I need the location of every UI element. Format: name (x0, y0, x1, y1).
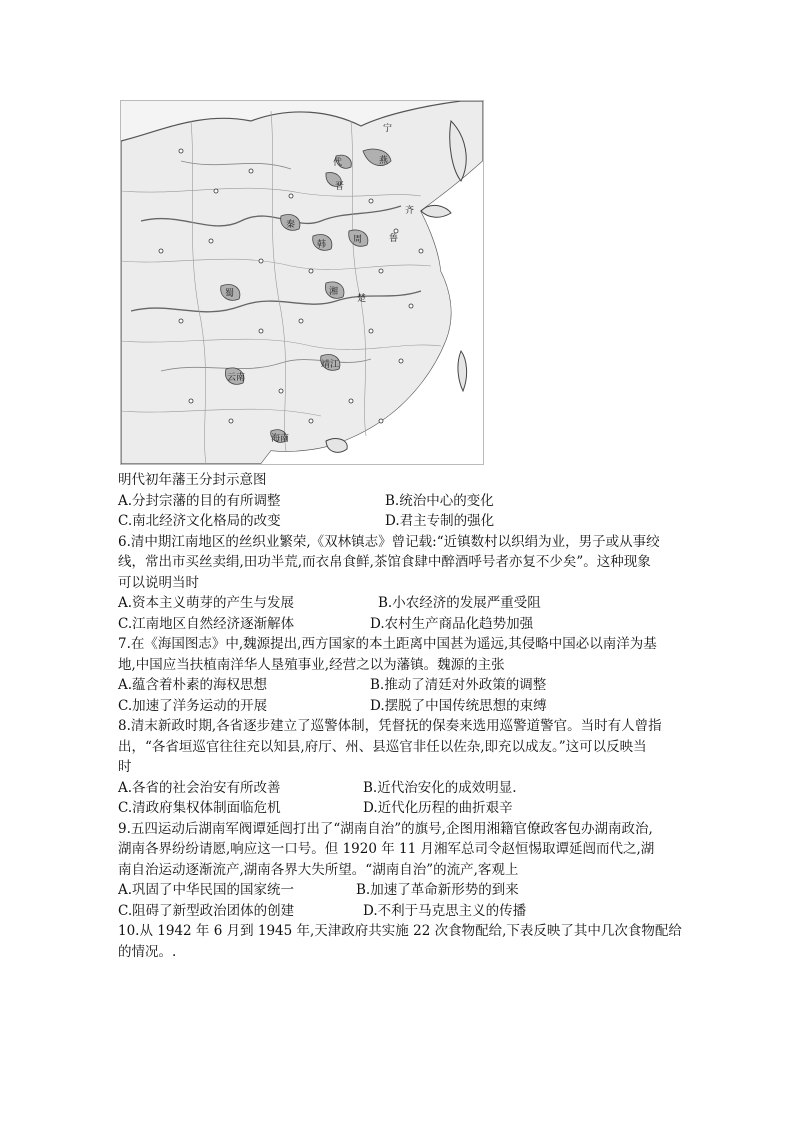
label-ning: 宁 (383, 124, 393, 134)
q9-option-c: C.阻碍了新型政治团体的创建 (118, 902, 295, 919)
q7-option-a: A.蕴含着朴素的海权思想 (118, 677, 268, 693)
q9-option-d: D.不利于马克思主义的传播 (363, 902, 527, 919)
label-dai: 代 (333, 158, 343, 168)
q9-options-row2 (118, 901, 678, 922)
q6-option-a: A.资本主义萌芽的产生与发展 (118, 595, 295, 611)
q9-option-b: B.加速了革命新形势的到来 (356, 882, 519, 898)
map-caption: 明代初年藩王分封示意图 (118, 472, 267, 488)
q8-options-row2 (118, 798, 678, 819)
q7-options-row2 (118, 696, 678, 717)
q5-option-d: D.君主专制的强化 (385, 513, 495, 529)
label-qin: 秦 (286, 220, 296, 230)
label-yunnan: 云南 (227, 373, 246, 383)
q6-stem-3: 可以说明当时 (118, 574, 199, 591)
label-shu: 蜀 (225, 289, 235, 299)
q7-option-c: C.加速了洋务运动的开展 (118, 697, 268, 714)
q8-stem-2: 出，“各省垣巡官往往充以知县,府厅、州、县巡官非任以佐杂,即充以成友。”这可以反映当 (118, 738, 647, 755)
q8-option-a: A.各省的社会治安有所改善 (118, 779, 281, 796)
q6-option-c: C.江南地区自然经济逐渐解体 (118, 615, 295, 632)
label-yan: 燕 (379, 156, 389, 166)
ming-fiefdom-map (120, 100, 484, 465)
q8-stem-1: 8.清末新政时期,各省逐步建立了巡警体制，凭督抚的保奏来选用巡警道警官。当时有人曾指 (118, 718, 662, 734)
label-jin: 晋 (335, 182, 345, 192)
q6-options-row2 (118, 614, 678, 635)
q9-option-a: A.巩固了中华民国的国家统一 (118, 882, 295, 898)
q6-option-b: B.小农经济的发展严重受阻 (378, 595, 541, 611)
label-jingjiang: 靖江 (321, 360, 340, 370)
q10-stem-2: 的情况。. (118, 943, 177, 960)
q6-stem-2: 线，常出市买丝卖绢,田功半荒,而衣帛食鲜,茶馆食肆中醉酒呼号者亦复不少矣”。这种现象 (118, 554, 651, 570)
q9-stem-1: 9.五四运动后湖南军阀谭延闿打出了“湖南自治”的旗号,企图用湘籍官僚政客包办湖南政治, (118, 820, 653, 837)
label-hainan: 海南 (271, 434, 290, 444)
q8-option-c: C.清政府集权体制面临危机 (118, 800, 281, 816)
q7-stem-1: 7.在《海国图志》中,魏源提出,西方国家的本土距离中国甚为遥远,其侵略中国必以南洋为基 (118, 636, 657, 652)
label-chu: 楚 (357, 294, 367, 304)
question-text (118, 470, 682, 962)
q7-options-row1 (118, 675, 678, 696)
q5-options-row1 (118, 491, 678, 512)
label-xiang: 湘 (329, 287, 339, 297)
q8-stem-3: 时 (118, 759, 132, 775)
q9-options-row1 (118, 880, 678, 901)
q8-options-row1 (118, 778, 678, 799)
label-zhou: 周 (353, 235, 363, 245)
q8-option-d: D.近代化历程的曲折艰辛 (363, 800, 513, 816)
q9-stem-3: 南自治运动逐渐流产,湖南各界大失所望。“湖南自治”的流产,客观上 (118, 861, 519, 878)
q7-option-b: B.推动了清廷对外政策的调整 (370, 677, 547, 693)
q8-option-b: B.近代治安化的成效明显. (363, 779, 517, 796)
map-graphic (121, 101, 483, 464)
q5-option-b: B.统治中心的变化 (385, 492, 494, 509)
q5-option-c: C.南北经济文化格局的改变 (118, 513, 281, 529)
label-lu: 鲁 (389, 234, 399, 244)
q9-stem-2: 湖南各界纷纷请愿,响应这一口号。但 1920 年 11 月湘军总司令赵恒惕取谭延闿而代之,湖 (118, 841, 655, 857)
q6-option-d: D.农村生产商品化趋势加强 (370, 615, 534, 632)
q6-options-row1 (118, 593, 678, 614)
q7-stem-2: 地,中国应当扶植南洋华人垦殖事业,经营之以为藩镇。魏源的主张 (118, 656, 505, 673)
q10-stem-1: 10.从 1942 年 6 月到 1945 年,天津政府共实施 22 次食物配给,下表反映了其中几次食物配给 (118, 923, 682, 939)
q5-option-a: A.分封宗藩的目的有所调整 (118, 492, 281, 509)
q5-options-row2 (118, 511, 678, 532)
q7-option-d: D.摆脱了中国传统思想的束缚 (370, 697, 547, 714)
label-han: 韩 (317, 240, 327, 250)
label-qi: 齐 (405, 206, 415, 216)
q6-stem-1: 6.清中期江南地区的丝织业繁荣,《双林镇志》曾记载:“近镇数村以织绢为业，男子或从事绞 (118, 533, 660, 550)
